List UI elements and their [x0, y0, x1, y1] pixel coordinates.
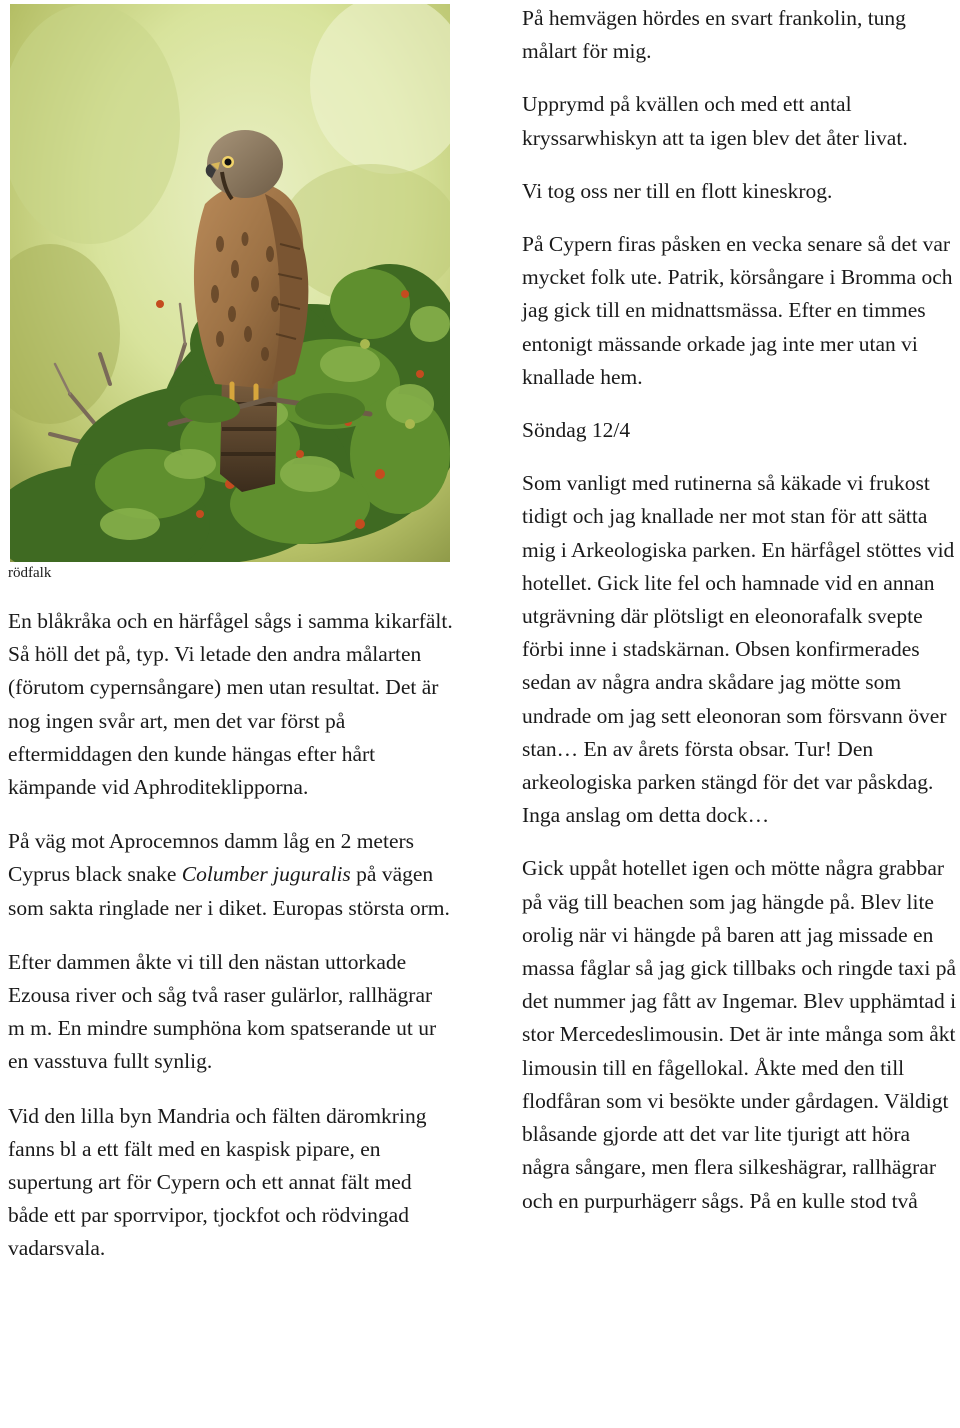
- right-paragraph-3: Vi tog oss ner till en flott kineskrog.: [522, 178, 833, 203]
- left-paragraph-4: Vid den lilla byn Mandria och fälten däromkring fanns bl a ett fält med en kaspisk pipare, en supertung art för Cypern och ett annat fält med både ett par sporrvipor, tjockfot och rödvingad vadarsvala.: [8, 1103, 427, 1261]
- right-paragraph-5: Som vanligt med rutinerna så käkade vi frukost tidigt och jag knallade ner mot stan för att sätta mig i Arkeologiska parken. En härfågel stöttes vid hotellet. Gick lite fel och hamnade vid en annan utgrävning där plötsligt en eleonorafalk svepte förbi inne i stadskärnan. Obsen konfirmerades sedan av några andra skådare jag mötte som undrade om jag sett eleonoran som försvann över stan… En av årets första obsar. Tur! Den arkeologiska parken stängd för det var påskdag. Inga anslag om detta dock…: [522, 471, 955, 828]
- right-paragraph-2: Upprymd på kvällen och med ett antal kryssarwhiskyn att ta igen blev det åter livat.: [522, 92, 908, 150]
- right-paragraph-6: Gick uppåt hotellet igen och mötte några grabbar på väg till beachen som jag hängde på. Blev lite orolig när vi hängde på baren att jag missade en massa fåglar så jag gick tillbaks och ringde taxi på det nummer jag fått av Ingemar. Blev upphämtad i stor Mercedeslimousin. Det är inte många som åkt limousin till en fågellokal. Åkte med den till flodfåran som vi besökte under gårdagen. Väldigt blåsande gjorde att det var lite tjurigt att höra några sångare, men flera silkeshägrar, rallhägrar och en purpurhägerr sågs. På en kulle stod två: [522, 856, 957, 1213]
- left-paragraph-2-start: På väg mot Aprocemnos damm låg en 2 meters Cyprus black snake: [8, 829, 415, 887]
- section-heading-date: Söndag 12/4: [522, 418, 631, 443]
- species-name: Columber juguralis: [181, 862, 351, 887]
- right-column: [522, 2, 958, 1218]
- left-paragraph-1: En blåkråka och en härfågel sågs i samma kikarfält. Så höll det på, typ. Vi letade den andra målarten (förutom cypernsångare) men utan resultat. Det är nog ingen svår art, men det var först på eftermiddagen den kunde hängas efter hårt kämpande vid Aphroditeklipporna.: [8, 609, 453, 800]
- photo-caption: rödfalk: [8, 565, 52, 581]
- left-paragraph-2-end: på vägen som sakta ringlade ner i diket. Europas största orm.: [8, 862, 450, 920]
- left-paragraph-3: Efter dammen åkte vi till den nästan uttorkade Ezousa river och såg två raser gulärlor, rallhägrar m m. En mindre sumphöna kom spatserande ut ur en vasstuva fullt synlig.: [8, 949, 437, 1074]
- left-column: [8, 605, 453, 1266]
- left-paragraph-2: [8, 825, 453, 925]
- kestrel-photo-illustration: [10, 4, 450, 562]
- right-paragraph-4: På Cypern firas påsken en vecka senare så det var mycket folk ute. Patrik, körsångare i Bromma och jag gick till en midnattsmässa. Efter en timmes entonigt mässande orkade jag inte mer utan vi knallade hem.: [522, 232, 953, 389]
- kestrel-photo: [10, 4, 450, 562]
- right-paragraph-1: På hemvägen hördes en svart frankolin, tung målart för mig.: [522, 6, 906, 64]
